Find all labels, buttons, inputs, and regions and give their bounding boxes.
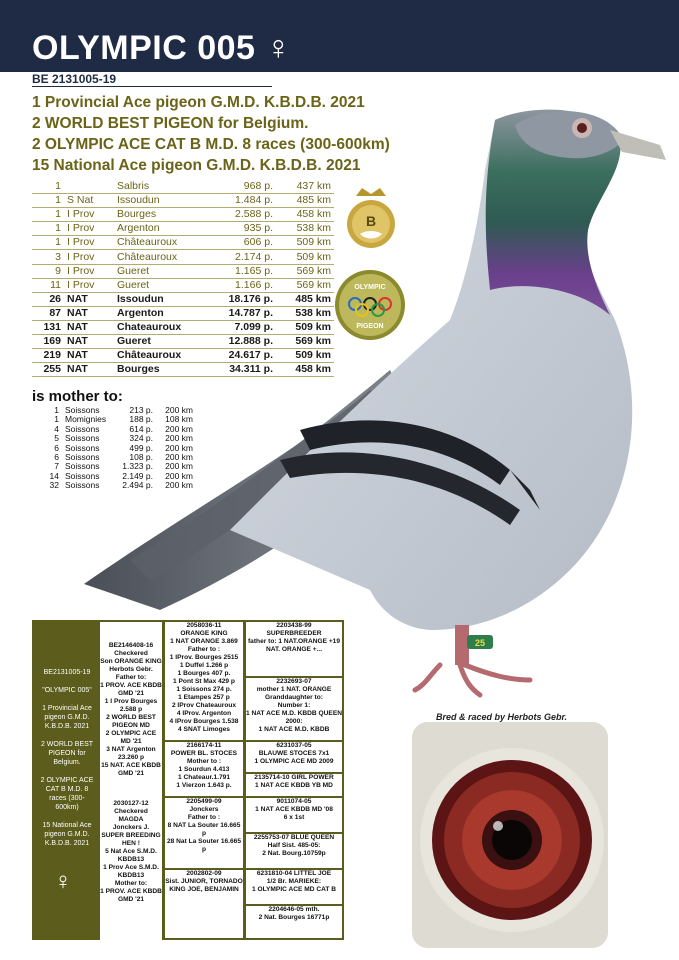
offspring-dist: 200 km [165, 433, 193, 444]
result-place: Gueret [114, 335, 200, 349]
offspring-rank: 6 [54, 452, 59, 463]
pedigree-ff: 2058036-11 ORANGE KING 1 NAT ORANGE 3.869 Father to : 1 IProv. Bourges 2515 1 Duffel 1.266 p 1 Bourges 407 p. 1 Pont St Max 429 p 1 Soissons 274 p. 1 Etampes 257 p 2 IProv Chateauroux 4 IProv. Argenton 4 IProv Bourges 1.538 4 SNAT Limoges [165, 622, 243, 740]
result-dist: 569 km [276, 264, 334, 278]
result-birds: 12.888 p. [200, 335, 276, 349]
offspring-place: Soissons [65, 470, 100, 481]
offspring-birds: 108 p. [129, 452, 153, 463]
result-dist: 569 km [276, 278, 334, 292]
result-rank: 3 [32, 250, 64, 264]
result-place: Châteauroux [114, 250, 200, 264]
offspring-birds: 1.323 p. [122, 461, 153, 472]
result-place: Gueret [114, 264, 200, 278]
offspring-dist: 200 km [165, 470, 193, 481]
result-birds: 34.311 p. [200, 363, 276, 377]
female-symbol-icon: ♀ [265, 29, 292, 67]
result-place: Bourges [114, 363, 200, 377]
result-rank: 131 [32, 320, 64, 334]
pedigree-subject-text: BE2131005-19 "OLYMPIC 005" 1 Provincial Ace pigeon G.M.D. K.B.D.B. 2021 2 WORLD BEST PIGEON for Belgium. 2 OLYMPIC ACE CAT B M.D. 8 races (300-600km) 15 National Ace pigeon G.M.D. K.B.D.B. 2021 [40, 669, 94, 847]
result-birds: 7.099 p. [200, 320, 276, 334]
offspring-rank: 14 [49, 470, 59, 481]
offspring-dist: 200 km [165, 480, 193, 491]
result-birds: 24.617 p. [200, 349, 276, 363]
result-place: Bourges [114, 208, 200, 222]
eye-image [412, 722, 608, 948]
result-rank: 1 [32, 222, 64, 236]
result-rank: 1 [32, 180, 64, 194]
offspring-dist: 200 km [165, 405, 193, 415]
result-rank: 1 [32, 236, 64, 250]
offspring-place: Soissons [65, 433, 100, 444]
result-birds: 1.484 p. [200, 194, 276, 208]
pedigree-mff: 9011074-05 1 NAT ACE KBDB MD '08 6 x 1st [246, 798, 342, 832]
olympic-logo-top: OLYMPIC [354, 284, 386, 291]
offspring-place: Momignies [65, 414, 107, 425]
result-place: Issoudun [114, 292, 200, 306]
headline-2: 2 WORLD BEST PIGEON for Belgium. [32, 115, 309, 132]
result-rank: 255 [32, 363, 64, 377]
result-level: NAT [64, 335, 114, 349]
result-rank: 26 [32, 292, 64, 306]
offspring-birds: 2.149 p. [122, 470, 153, 481]
offspring-birds: 499 p. [129, 442, 153, 453]
result-birds: 606 p. [200, 236, 276, 250]
offspring-dist: 200 km [165, 423, 193, 434]
result-birds: 14.787 p. [200, 306, 276, 320]
result-level: NAT [64, 292, 114, 306]
result-birds: 1.166 p. [200, 278, 276, 292]
result-dist: 458 km [276, 208, 334, 222]
offspring-place: Soissons [65, 461, 100, 472]
result-dist: 485 km [276, 292, 334, 306]
result-level: I Prov [64, 208, 114, 222]
pedigree-panel [32, 620, 344, 940]
offspring-place: Soissons [65, 405, 100, 415]
ring-number: BE 2131005-19 [32, 72, 117, 86]
divider [32, 86, 272, 87]
result-rank: 1 [32, 194, 64, 208]
result-level: NAT [64, 320, 114, 334]
pedigree-mf: 2205499-09 Jonckers Father to : 8 NAT La Souter 16.665 p 28 Nat La Souter 16.665 p [165, 798, 243, 868]
result-dist: 509 km [276, 349, 334, 363]
result-place: Salbris [114, 180, 200, 194]
olympic-pigeon-logo [333, 268, 407, 342]
offspring-place: Soissons [65, 480, 100, 491]
result-dist: 509 km [276, 236, 334, 250]
headline-4: 15 National Ace pigeon G.M.D. K.B.D.B. 2021 [32, 157, 361, 174]
offspring-birds: 188 p. [129, 414, 153, 425]
pedigree-subject [38, 668, 96, 848]
pedigree-female-symbol-icon: ♀ [54, 868, 72, 895]
result-rank: 219 [32, 349, 64, 363]
offspring-place: Soissons [65, 442, 100, 453]
result-level: I Prov [64, 236, 114, 250]
result-dist: 485 km [276, 194, 334, 208]
pedigree-ffm: 2232693-07 mother 1 NAT. ORANGE Granddaughter to: Number 1: 1 NAT ACE M.D. KBDB QUEEN 2000: 1 NAT ACE M.D. KBDB [246, 678, 342, 740]
result-rank: 169 [32, 335, 64, 349]
title-text: OLYMPIC 005 [32, 29, 256, 67]
result-dist: 458 km [276, 363, 334, 377]
result-rank: 11 [32, 278, 64, 292]
result-level: S Nat [64, 194, 114, 208]
pedigree-fff: 2203438-99 SUPERBREEDER father to: 1 NAT.ORANGE +19 NAT. ORANGE +... [246, 622, 342, 676]
result-birds: 1.165 p. [200, 264, 276, 278]
offspring-rank: 4 [54, 423, 59, 434]
pedigree-father: BE2146408-16 Checkered Son ORANGE KING Herbots Gebr. Father to: 1 PROV. ACE KBDB GMD '21 1 I Prov Bourges 2.588 p 2 WORLD BEST PIGEON MD 2 OLYMPIC ACE MD '21 3 NAT Argenton 23.260 p 15 NAT. ACE KBDB GMD '21 [100, 622, 162, 816]
result-birds: 935 p. [200, 222, 276, 236]
offspring-rank: 7 [54, 461, 59, 472]
result-level: I Prov [64, 264, 114, 278]
offspring-rank: 32 [49, 480, 59, 491]
result-dist: 569 km [276, 335, 334, 349]
kbdb-letter: B [365, 213, 377, 229]
eye-closeup-photo [412, 722, 608, 948]
offspring-birds: 2.494 p. [122, 480, 153, 491]
headline-3: 2 OLYMPIC ACE CAT B M.D. 8 races (300-600km) [32, 136, 390, 153]
result-level: NAT [64, 363, 114, 377]
result-level: NAT [64, 349, 114, 363]
pigeon-name-title [32, 28, 291, 68]
result-level: I Prov [64, 222, 114, 236]
result-level: I Prov [64, 278, 114, 292]
offspring-rank: 1 [54, 405, 59, 415]
pedigree-fm: 2166174-11 POWER BL. STOCES Mother to : 1 Sourdun 4.413 1 Chateaur.1.791 1 Vierzon 1.643 p. [165, 742, 243, 796]
result-place: Issoudun [114, 194, 200, 208]
pedigree-fmf: 6231037-05 BLAUWE STOCES 7x1 1 OLYMPIC ACE MD 2009 [246, 742, 342, 772]
result-rank: 9 [32, 264, 64, 278]
ring-tag-text: 25 [475, 638, 486, 648]
kbdb-logo [344, 184, 398, 252]
mother-heading: is mother to: [32, 388, 123, 405]
result-rank: 1 [32, 208, 64, 222]
breeder-credit: Bred & raced by Herbots Gebr. [436, 712, 568, 722]
offspring-rank: 6 [54, 442, 59, 453]
pedigree-mm: 2002802-09 Sist. JUNIOR, TORNADO KING JOE, BENJAMIN [165, 870, 243, 938]
offspring-birds: 213 p. [129, 405, 153, 415]
pedigree-mmm: 2204646-05 mth. 2 Nat. Bourges 16771p [246, 906, 342, 938]
pedigree-mmf: 6231810-04 LITTEL JOE 1/2 Br. MARIEKE: 1 OLYMPIC ACE MD CAT B [246, 870, 342, 904]
result-dist: 509 km [276, 250, 334, 264]
offspring-rank: 1 [54, 414, 59, 425]
offspring-dist: 200 km [165, 452, 193, 463]
result-place: Argenton [114, 222, 200, 236]
headline-1: 1 Provincial Ace pigeon G.M.D. K.B.D.B. 2021 [32, 94, 365, 111]
pedigree-fmm: 2135714-10 GIRL POWER 1 NAT ACE KBDB YB MD [246, 774, 342, 796]
pedigree-mother: 2030127-12 Checkered MAGDA Jonckers J. SUPER BREEDING HEN ! 5 Nat Ace S.M.D. KBDB13 1 Prov Ace S.M.D. KBDB13 Mother to: 1 PROV. ACE KBDB GMD '21 [100, 798, 162, 940]
result-place: Chateauroux [114, 320, 200, 334]
offspring-birds: 324 p. [129, 433, 153, 444]
result-place: Châteauroux [114, 349, 200, 363]
result-dist: 538 km [276, 306, 334, 320]
offspring-dist: 200 km [165, 442, 193, 453]
olympic-logo-bottom: PIGEON [356, 323, 384, 330]
result-level: NAT [64, 306, 114, 320]
pigeon-photo [70, 90, 679, 710]
result-birds: 2.588 p. [200, 208, 276, 222]
result-birds: 18.176 p. [200, 292, 276, 306]
offspring-dist: 108 km [165, 414, 193, 425]
offspring-rank: 5 [54, 433, 59, 444]
pedigree-mfm: 2255753-07 BLUE QUEEN Half Sist. 485-05: 2 Nat. Bourg.10759p [246, 834, 342, 868]
offspring-place: Soissons [65, 452, 100, 463]
result-place: Argenton [114, 306, 200, 320]
result-place: Gueret [114, 278, 200, 292]
offspring-place: Soissons [65, 423, 100, 434]
result-place: Châteauroux [114, 236, 200, 250]
result-rank: 87 [32, 306, 64, 320]
result-dist: 437 km [276, 180, 334, 194]
offspring-birds: 614 p. [129, 423, 153, 434]
result-birds: 2.174 p. [200, 250, 276, 264]
result-dist: 538 km [276, 222, 334, 236]
offspring-dist: 200 km [165, 461, 193, 472]
result-birds: 968 p. [200, 180, 276, 194]
result-level: I Prov [64, 250, 114, 264]
result-dist: 509 km [276, 320, 334, 334]
